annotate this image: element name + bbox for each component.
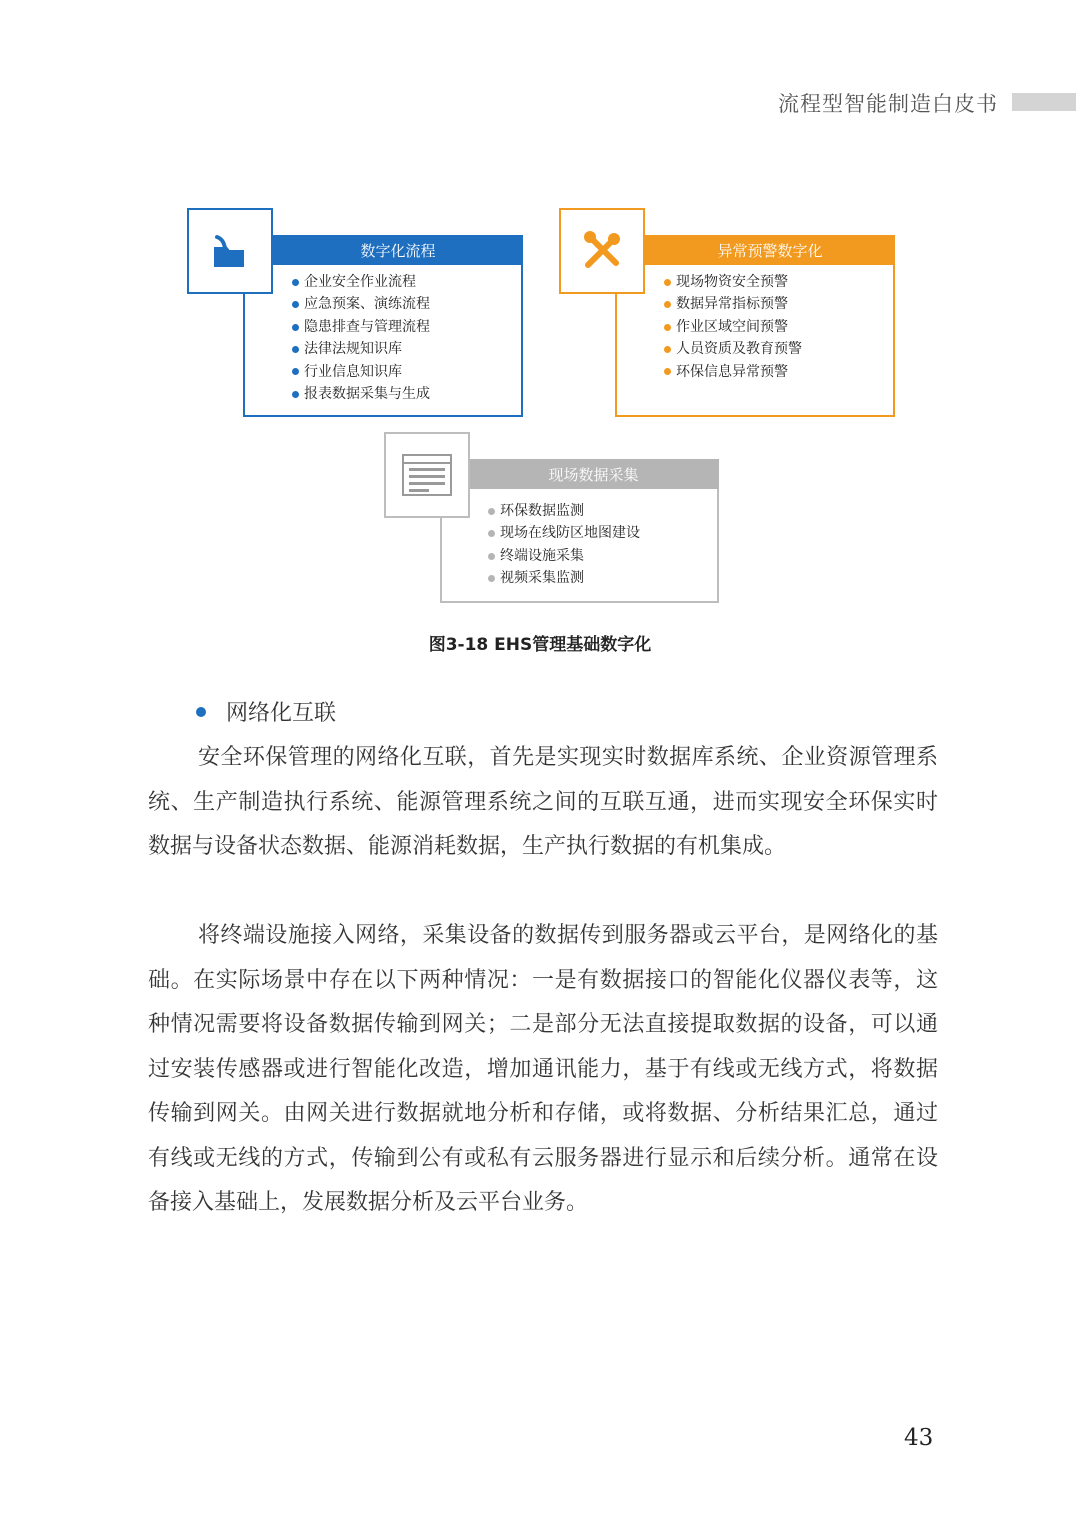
list-item: 环保数据监测 [488, 500, 640, 522]
section-heading [196, 696, 336, 727]
header-decor-bar [1012, 93, 1076, 111]
list-item: 现场在线防区地图建设 [488, 522, 640, 544]
list-item: 作业区域空间预警 [664, 316, 802, 338]
tools-icon [559, 208, 645, 294]
running-header-title: 流程型智能制造白皮书 [778, 92, 998, 116]
list-item: 隐患排查与管理流程 [292, 316, 430, 338]
list-item: 环保信息异常预警 [664, 361, 802, 383]
page-number: 43 [904, 1425, 934, 1451]
list-item: 终端设施采集 [488, 545, 640, 567]
list-item: 行业信息知识库 [292, 361, 430, 383]
list-item: 视频采集监测 [488, 567, 640, 589]
folder-hand-icon [187, 208, 273, 294]
body-paragraph-1: 安全环保管理的网络化互联，首先是实现实时数据库系统、企业资源管理系统、生产制造执行系统、能源管理系统之间的互联互通，进而实现安全环保实时数据与设备状态数据、能源消耗数据，生产执行数据的有机集成。 [148, 745, 938, 859]
section-heading-text: 网络化互联 [226, 701, 337, 726]
list-item: 法律法规知识库 [292, 338, 430, 360]
panel-onsite-data-title: 现场数据采集 [468, 459, 719, 489]
list-item: 现场物资安全预警 [664, 271, 802, 293]
panel-digital-process-list [292, 271, 430, 405]
list-item: 人员资质及教育预警 [664, 338, 802, 360]
panel-digital-process-title: 数字化流程 [273, 235, 523, 265]
list-item: 数据异常指标预警 [664, 293, 802, 315]
panel-anomaly-warning-title: 异常预警数字化 [645, 235, 895, 265]
list-item: 应急预案、演练流程 [292, 293, 430, 315]
list-item: 报表数据采集与生成 [292, 383, 430, 405]
panel-anomaly-warning-list [664, 271, 802, 383]
panel-onsite-data-list [488, 500, 640, 590]
form-window-icon [384, 432, 470, 518]
list-item: 企业安全作业流程 [292, 271, 430, 293]
body-paragraph-2: 将终端设施接入网络，采集设备的数据传到服务器或云平台，是网络化的基础。在实际场景中存在以下两种情况：一是有数据接口的智能化仪器仪表等，这种情况需要将设备数据传输到网关；二是部分无法直接提取数据的设备，可以通过安装传感器或进行智能化改造，增加通讯能力，基于有线或无线方式，将数据传输到网关。由网关进行数据就地分析和存储，或将数据、分析结果汇总，通过有线或无线的方式，传输到公有或私有云服务器进行显示和后续分析。通常在设备接入基础上，发展数据分析及云平台业务。 [148, 923, 938, 1215]
figure-caption: 图3-18 EHS管理基础数字化 [428, 635, 652, 655]
bullet-dot-icon [196, 707, 206, 717]
